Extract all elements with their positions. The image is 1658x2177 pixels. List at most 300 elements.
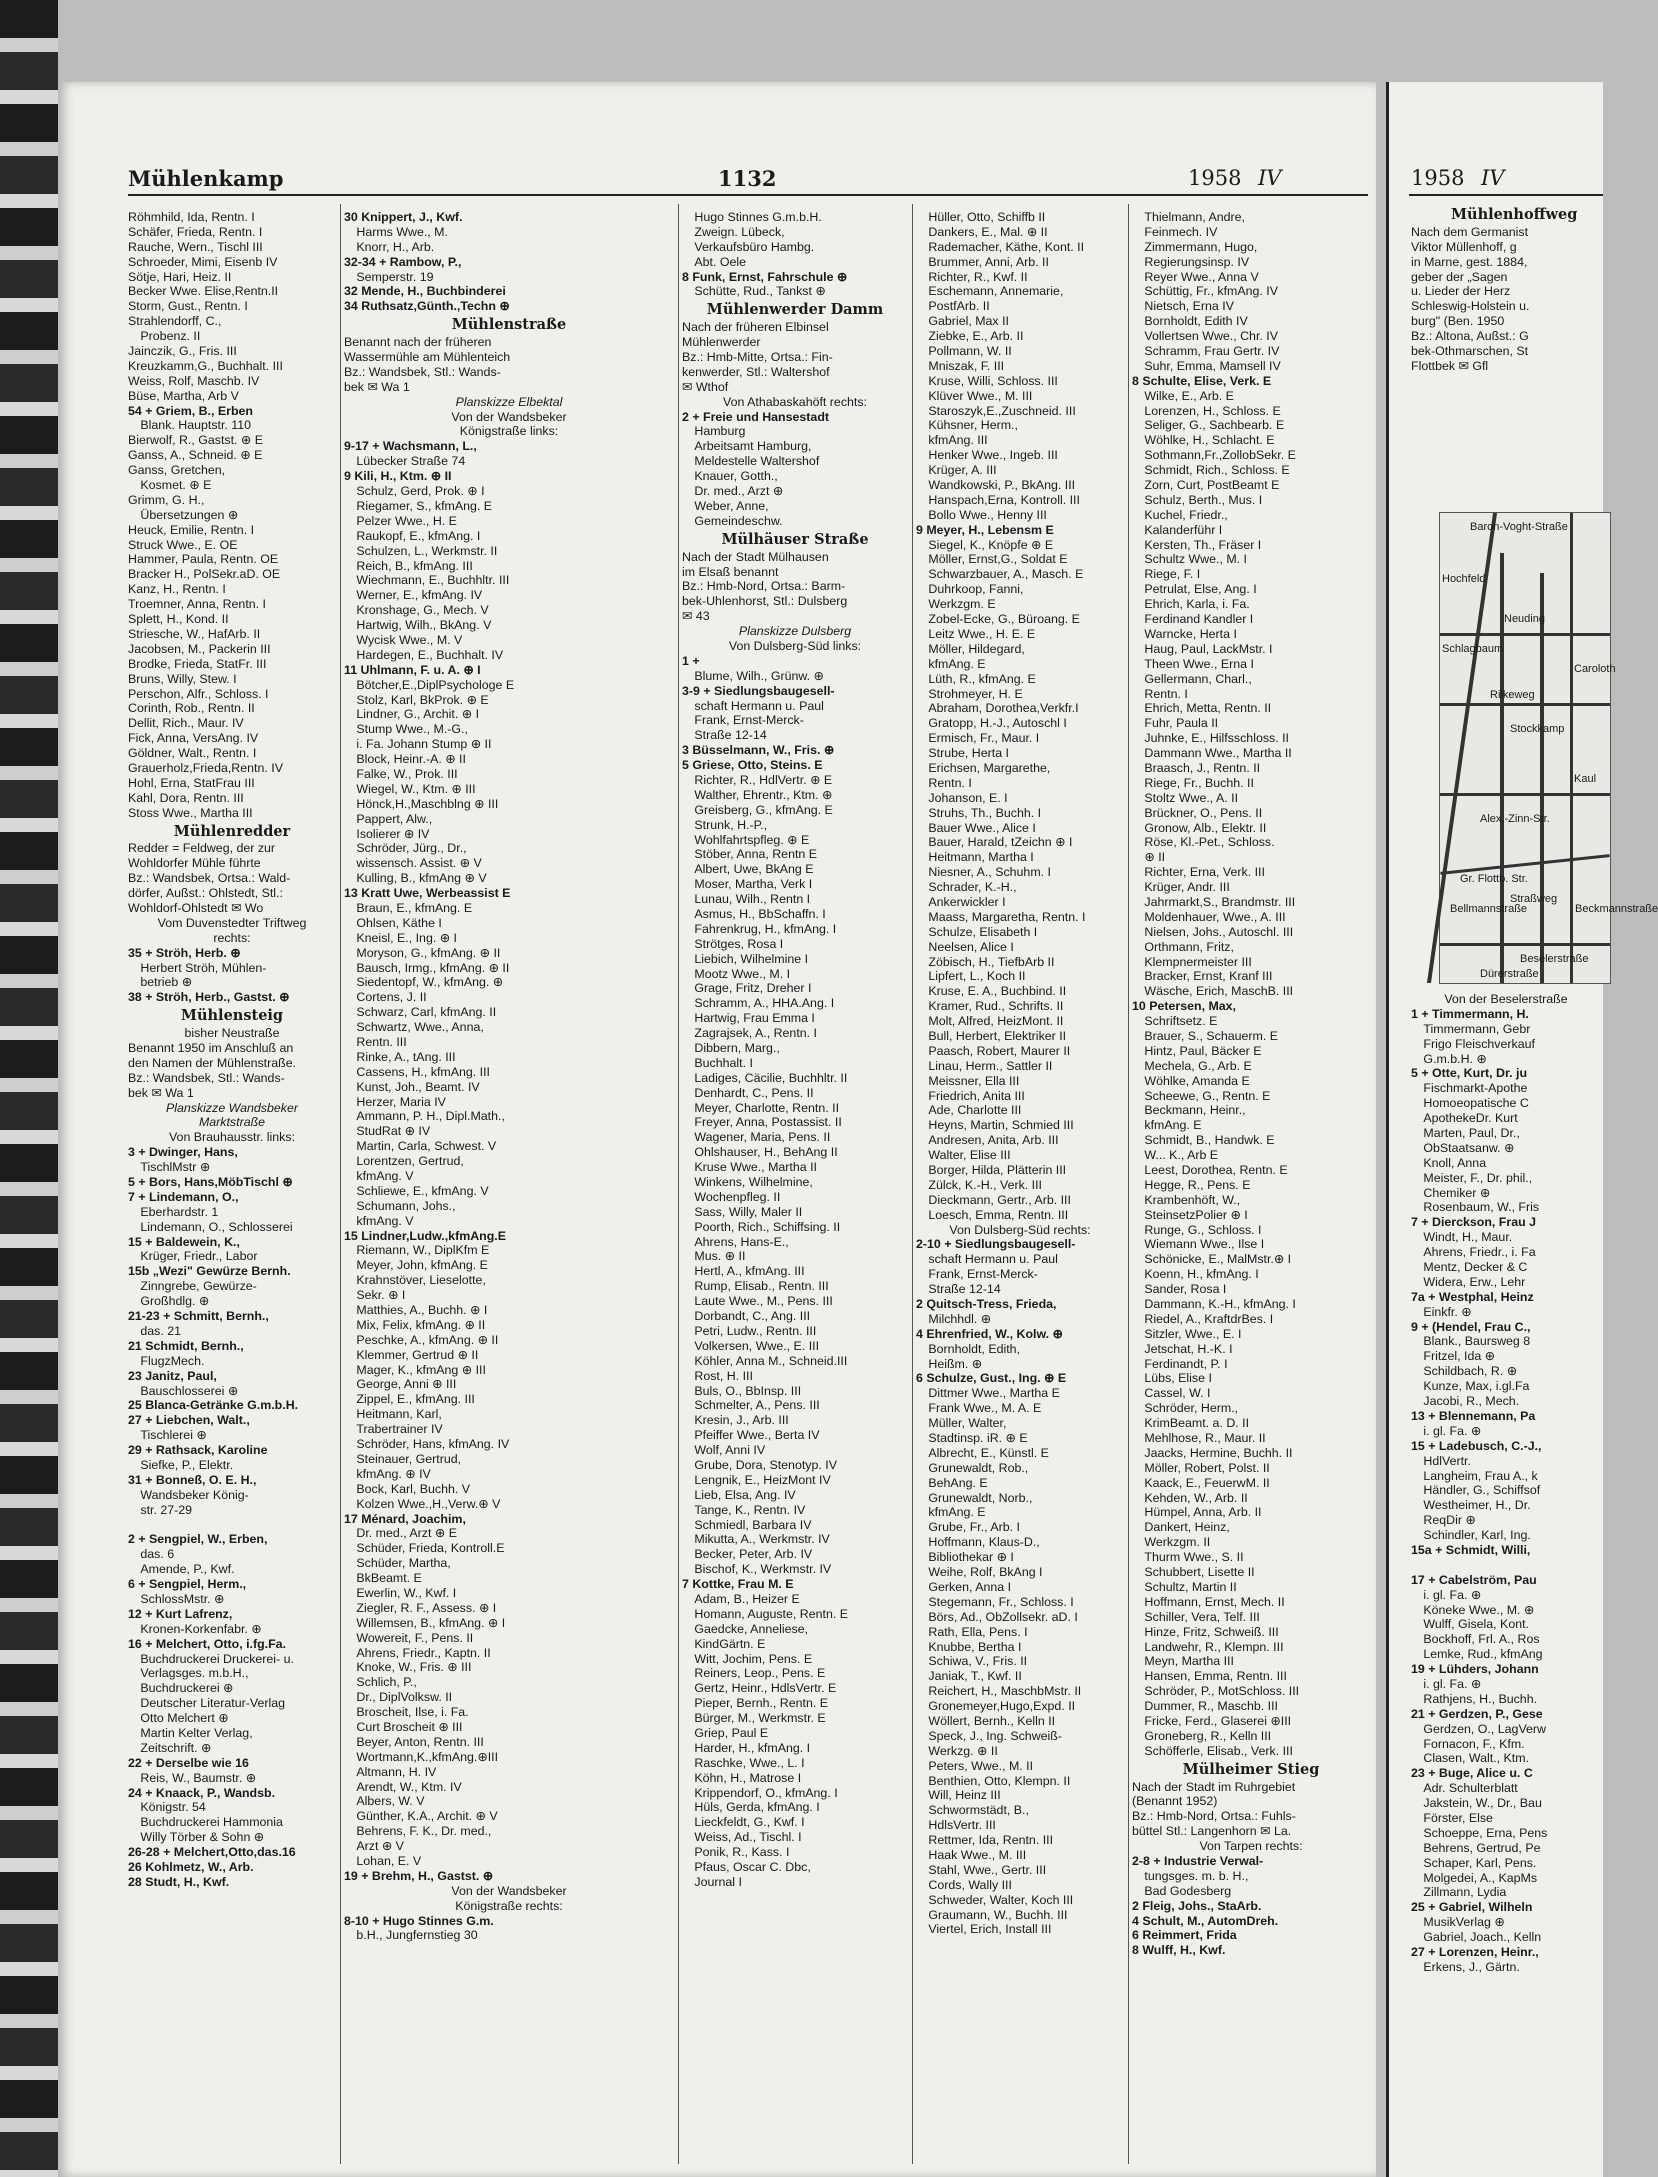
directory-entry: Lipfert, L., Koch II [916,969,1026,984]
directory-entry: Groneberg, R., Kelln III [1132,1728,1272,1743]
directory-entry: KrimBeamt. a. D. II [1132,1416,1250,1431]
street-heading: Mühlenstraße [451,316,567,334]
directory-entry: 3-9 + Siedlungsbaugesell- [682,683,835,698]
directory-entry: Petrulat, Else, Ang. I [1132,582,1257,597]
directory-entry: Wochenpfleg. II [682,1189,781,1204]
right-page [1386,82,1658,2177]
directory-entry: Sitzler, Wwe., E. I [1132,1326,1242,1341]
directory-entry: Buchdruckerei ⊕ [128,1681,234,1696]
directory-entry: Möller, Robert, Polst. II [1132,1460,1270,1475]
directory-entry: 25 + Gabriel, Wilheln [1411,1900,1533,1915]
directory-entry: Schüder, Martha, [344,1556,451,1571]
directory-entry [128,1518,336,1533]
directory-entry: Griep, Paul E [682,1725,769,1740]
directory-entry: Schramm, Frau Gertr. IV [1132,344,1280,359]
directory-entry: Jahrmarkt,S., Brandmstr. III [1132,894,1296,909]
directory-entry: Kuchel, Friedr., [1132,507,1228,522]
directory-entry: Molt, Alfred, HeizMont. II [916,1014,1064,1029]
directory-entry: Andresen, Anita, Arb. III [916,1133,1059,1148]
directory-entry: 32 Mende, H., Buchbinderei [344,284,506,299]
directory-entry: Harms Wwe., M. [344,224,448,239]
directory-entry: Trabertrainer IV [344,1422,443,1437]
directory-entry: Brodke, Frieda, StatFr. III [128,656,267,671]
section-note: Von Athabaskahöft rechts: [723,394,867,409]
directory-entry: Wagener, Maria, Pens. II [682,1130,831,1145]
directory-entry: KindGärtn. E [682,1636,766,1651]
directory-entry: Schultz Wwe., M. I [1132,552,1247,567]
column-divider [678,204,679,2164]
directory-entry: Kühsner, Herm., [916,418,1018,433]
directory-entry: Nielsen, Johs., Autoschl. III [1132,924,1294,939]
directory-entry: kfmAng. V [344,1169,414,1184]
directory-entry: Wohldorfer Mühle führte [128,856,261,871]
directory-entry: 8-10 + Hugo Stinnes G.m. [344,1913,494,1928]
directory-entry: Herbert Ströh, Mühlen- [128,960,267,975]
directory-entry: Struhs, Th., Buchh. I [916,805,1042,820]
directory-entry: Schöfferle, Elisab., Verk. III [1132,1743,1293,1758]
directory-entry: 2-10 + Siedlungsbaugesell- [916,1237,1076,1252]
directory-entry: Schröder, Jürg., Dr., [344,841,467,856]
directory-entry: Ermisch, Fr., Maur. I [916,731,1040,746]
directory-entry: Henker Wwe., Ingeb. III [916,448,1058,463]
directory-entry: Bz.: Wandsbek, Ortsa.: Wald- [128,871,291,886]
directory-entry: Bauschlosserei ⊕ [128,1383,239,1398]
directory-entry: Hansen, Emma, Rentn. III [1132,1669,1287,1684]
directory-entry: Bötcher,E.,DiplPsychologe E [344,677,515,692]
section-note: Von Brauhausstr. links: [168,1130,296,1145]
directory-entry: Hertl, A., kfmAng. III [682,1264,805,1279]
street-heading: Mülhäuser Straße [721,530,869,548]
directory-entry: Wiechmann, E., Buchhltr. III [344,573,510,588]
directory-entry: Kersten, Th., Fräser I [1132,537,1262,552]
directory-entry: 7 + Dierckson, Frau J [1411,1215,1536,1230]
directory-entry: Schröder, Hans, kfmAng. IV [344,1437,510,1452]
directory-entry: das. 6 [128,1547,175,1562]
directory-entry: schaft Hermann u. Paul [682,698,824,713]
directory-entry: Willy Törber & Sohn ⊕ [128,1830,265,1845]
directory-entry: Kruse, E. A., Buchbind. II [916,984,1067,999]
directory-entry: StudRat ⊕ IV [344,1124,431,1139]
directory-entry: Dankers, E., Mal. ⊕ II [916,224,1048,239]
directory-entry: Möller, Hildegard, [916,641,1025,656]
directory-entry: 4 Schult, M., AutomDreh. [1132,1913,1279,1928]
directory-entry: Wortmann,K.,kfmAng.⊕III [344,1749,499,1764]
directory-entry: Hegge, R., Pens. E [1132,1177,1251,1192]
directory-entry: Mniszak, F. III [916,358,1005,373]
directory-entry: Braun, E., kfmAng. E [344,900,473,915]
directory-entry: Arbeitsamt Hamburg, [682,439,812,454]
directory-entry: Becker Wwe. Elise,Rentn.II [128,284,279,299]
directory-entry: 21 Schmidt, Bernh., [128,1338,244,1353]
section-note: Von Dulsberg-Süd links: [728,638,862,653]
directory-entry: Milchhdl. ⊕ [916,1311,992,1326]
directory-entry: Jacobsen, M., Packerin III [128,641,271,656]
directory-entry: Wöhlke, Amanda E [1132,1073,1250,1088]
directory-entry: Meyer, Charlotte, Rentn. II [682,1100,840,1115]
directory-entry: Vollertsen Wwe., Chr. IV [1132,329,1278,344]
section-note: Vom Duvenstedter Triftweg [157,915,307,930]
directory-entry: Kneisl, E., Ing. ⊕ I [344,930,457,945]
directory-entry: Wolf, Anni IV [682,1443,766,1458]
directory-entry: Chemiker ⊕ [1411,1185,1491,1200]
directory-entry: Juhnke, E., Hilfsschloss. II [1132,731,1290,746]
directory-entry: 9 Meyer, H., Lebensm E [916,522,1054,537]
directory-entry: Benannt nach der früheren [344,335,492,350]
directory-entry: 15 + Baldewein, K., [128,1234,240,1249]
directory-entry: kfmAng. E [916,656,986,671]
directory-entry: Knorr, H., Arb. [344,239,435,254]
directory-entry: Verkaufsbüro Hambg. [682,239,815,254]
directory-entry: Strahlendorff, C., [128,314,222,329]
directory-entry: Richter, Erna, Verk. III [1132,865,1265,880]
directory-entry: Knoke, W., Fris. ⊕ III [344,1660,472,1675]
directory-entry: Bz.: Hmb-Mitte, Ortsa.: Fin- [682,350,833,365]
directory-entry: PostfArb. II [916,299,990,314]
directory-entry: Hoffmann, Klaus-D., [916,1535,1040,1550]
directory-entry: Behrens, Gertrud, Pe [1411,1840,1541,1855]
directory-entry: bek ✉ Wa 1 [344,379,410,394]
directory-entry: Ammann, P. H., Dipl.Math., [344,1109,505,1124]
directory-entry: Stolz, Karl, BkProk. ⊕ E [344,692,489,707]
directory-entry: Kruse, Willi, Schloss. III [916,373,1058,388]
directory-entry: Staroszyk,E.,Zuschneid. III [916,403,1076,418]
directory-entry: Dr. med., Arzt ⊕ E [344,1526,457,1541]
directory-entry: Ewerlin, W., Kwf. I [344,1585,457,1600]
directory-entry: 54 + Griem, B., Erben [128,403,253,418]
map-label: Beckmannstraße [1575,903,1658,915]
map-label: Baron-Voght-Straße [1470,521,1568,533]
directory-entry: den Namen der Mühlenstraße. [128,1055,297,1070]
directory-entry: Ohlsen, Käthe I [344,915,442,930]
directory-entry: 15a + Schmidt, Willi, [1411,1542,1531,1557]
right-intro [1411,204,1601,374]
directory-entry: Molgedei, A., KapMs [1411,1870,1538,1885]
directory-entry: Otto Melchert ⊕ [128,1711,229,1726]
directory-entry: Grage, Fritz, Dreher I [682,981,812,996]
directory-entry: TischlMstr ⊕ [128,1160,211,1175]
directory-entry: Hinze, Fritz, Schweiß. III [1132,1624,1279,1639]
directory-entry: Raschke, Wwe., L. I [682,1755,805,1770]
directory-entry: Richter, R., Kwf. II [916,269,1028,284]
directory-entry: ✉ 43 [682,609,710,624]
directory-entry: G.m.b.H. ⊕ [1411,1051,1487,1066]
directory-entry: Witt, Jochim, Pens. E [682,1651,813,1666]
directory-entry: Frigo Fleischverkauf [1411,1036,1535,1051]
directory-entry: 13 + Blennemann, Pa [1411,1408,1536,1423]
page-number: 1132 [718,166,777,191]
directory-entry: Altmann, H. IV [344,1764,437,1779]
directory-entry: Fritzel, Ida ⊕ [1411,1349,1496,1364]
directory-entry: u. Lieder der Herz [1411,284,1511,299]
directory-entry: Landwehr, R., Klempn. III [1132,1639,1284,1654]
directory-entry: Schüttig, Fr., kfmAng. IV [1132,284,1278,299]
directory-entry: Rosenbaum, W., Fris [1411,1200,1540,1215]
directory-entry: Frank Wwe., M. A. E [916,1401,1042,1416]
column-4 [916,210,1124,1937]
directory-entry: Hüller, Otto, Schiffb II [916,210,1046,224]
map-label: Rilkeweg [1490,689,1535,701]
directory-entry: Walther, Ehrentr., Ktm. ⊕ [682,787,833,802]
directory-entry: Schriftsetz. E [1132,1014,1218,1029]
directory-entry: Tange, K., Rentn. IV [682,1502,806,1517]
directory-entry: Bauer, Harald, tZeichn ⊕ I [916,835,1073,850]
directory-entry: 23 + Buge, Alice u. C [1411,1766,1533,1781]
directory-entry: Gabriel, Max II [916,314,1009,329]
directory-entry: kfmAng. ⊕ IV [344,1466,431,1481]
directory-entry: Schmidt, B., Handwk. E [1132,1133,1275,1148]
directory-entry: Splett, H., Kond. II [128,612,229,627]
directory-entry: Strube, Herta I [916,746,1009,761]
directory-entry: Homann, Auguste, Rentn. E [682,1606,848,1621]
directory-entry: Bürger, M., Werkmstr. E [682,1711,826,1726]
directory-entry: Eschemann, Annemarie, [916,284,1064,299]
map-road [1440,854,1609,875]
map-label: Straßweg [1510,893,1558,905]
section-note: Königstraße rechts: [455,1898,563,1913]
directory-entry: Möller, Ernst,G., Soldat E [916,552,1068,567]
directory-entry: 32-34 + Rambow, P., [344,254,462,269]
directory-entry: Haug, Paul, LackMstr. I [1132,641,1273,656]
directory-entry: 10 Petersen, Max, [1132,999,1237,1014]
directory-entry: i. gl. Fa. ⊕ [1411,1423,1482,1438]
directory-entry: 15b „Wezi" Gewürze Bernh. [128,1264,291,1279]
directory-entry: Zillmann, Lydia [1411,1885,1507,1900]
directory-entry: Strohmeyer, H. E [916,686,1023,701]
directory-entry: Jainczik, G., Fris. III [128,344,237,359]
directory-entry: Harder, H., kfmAng. I [682,1740,811,1755]
right-header-rule [1409,194,1603,196]
directory-entry: Broscheit, Ilse, i. Fa. [344,1705,469,1720]
directory-entry: 1 + [682,653,700,668]
directory-entry: Wäsche, Erich, MaschB. III [1132,984,1294,999]
directory-entry: Martin Kelter Verlag, [128,1725,253,1740]
directory-entry: Blume, Wilh., Grünw. ⊕ [682,668,824,683]
directory-entry: Dr., DiplVolksw. II [344,1690,453,1705]
directory-entry: Langheim, Frau A., k [1411,1468,1538,1483]
directory-entry: Grunewaldt, Rob., [916,1460,1029,1475]
right-header-year: 1958 [1411,166,1465,190]
directory-entry: 25 Blanca-Getränke G.m.b.H. [128,1398,299,1413]
section-note: Königstraße links: [459,424,559,439]
directory-entry: Rauche, Wern., Tischl III [128,239,263,254]
directory-entry: Behrens, F. K., Dr. med., [344,1824,492,1839]
directory-entry: Paasch, Robert, Maurer II [916,1043,1071,1058]
directory-entry: Ganss, A., Schneid. ⊕ E [128,448,263,463]
directory-entry: Riege, F. I [1132,567,1201,582]
directory-entry: Brummer, Anni, Arb. II [916,254,1049,269]
directory-entry: 27 + Liebchen, Walt., [128,1413,250,1428]
directory-entry: Pfaus, Oscar C. Dbc, [682,1860,811,1874]
directory-entry: Lübs, Elise I [1132,1371,1212,1386]
directory-entry: Bz.: Wandsbek, Stl.: Wands- [128,1070,285,1085]
directory-entry: kfmAng. III [916,433,988,448]
directory-entry: Bracker, Ernst, Kranf III [1132,969,1273,984]
directory-entry: Bauer Wwe., Alice I [916,820,1036,835]
directory-entry: Hoffmann, Ernst, Mech. II [1132,1594,1285,1609]
header-volume: IV [1258,166,1282,190]
directory-entry: Schubbert, Lisette II [1132,1565,1255,1580]
directory-entry: Müller, Walter, [916,1416,1007,1431]
directory-entry: 3 Büsselmann, W., Fris. ⊕ [682,743,835,758]
directory-entry: Thurm Wwe., S. II [1132,1550,1244,1565]
directory-entry: Lindemann, O., Schlosserei [128,1219,293,1234]
column-1 [128,210,336,1890]
directory-entry: Klemmer, Gertrud ⊕ II [344,1347,479,1362]
directory-entry: Gaedcke, Anneliese, [682,1621,809,1636]
directory-entry: Ohlshauser, H., BehAng II [682,1145,838,1160]
directory-entry: Bracker H., PolSekr.aD. OE [128,567,281,582]
header-year: 1958 [1188,166,1242,190]
directory-entry: 4 Ehrenfried, W., Kolw. ⊕ [916,1326,1063,1341]
directory-entry: i. Fa. Johann Stump ⊕ II [344,737,492,752]
directory-entry: Köneke Wwe., M. ⊕ [1411,1602,1535,1617]
directory-entry: Heyns, Martin, Schmied III [916,1118,1074,1133]
directory-entry: Jacobi, R., Mech. [1411,1394,1520,1409]
directory-entry: Kresin, J., Arb. III [682,1413,789,1428]
directory-entry: Förster, Else [1411,1810,1493,1825]
directory-entry: Westheimer, H., Dr. [1411,1498,1531,1513]
directory-entry: BehAng. E [916,1475,988,1490]
directory-entry: 7 Kottke, Frau M. E [682,1577,794,1592]
map-label: Beselerstraße [1520,953,1589,965]
directory-entry: 5 + Bors, Hans,MöbTischl ⊕ [128,1175,293,1190]
directory-entry: Fahrenkrug, H., kfmAng. I [682,921,837,936]
section-note: Von Dulsberg-Süd rechts: [949,1222,1091,1237]
section-note: Von Tarpen rechts: [1199,1839,1303,1854]
plan-reference: Planskizze Elbektal [455,394,563,409]
directory-entry: Blank., Baursweg 8 [1411,1334,1531,1349]
directory-entry: Braasch, J., Rentn. II [1132,760,1261,775]
directory-entry: Einkfr. ⊕ [1411,1304,1472,1319]
directory-entry: Zöbisch, H., TiefbArb II [916,954,1055,969]
directory-entry: Wulff, Gisela, Kont. [1411,1617,1529,1632]
directory-entry: Straße 12-14 [916,1282,1001,1297]
map-label: Schlagbaum [1442,643,1504,655]
book-spine [0,0,58,2177]
directory-entry: Suhr, Emma, Mamsell IV [1132,358,1281,373]
directory-entry: Orthmann, Fritz, [1132,939,1234,954]
directory-entry: tungsges. m. b. H., [1132,1868,1249,1883]
directory-entry: Meister, F., Dr. phil., [1411,1170,1533,1185]
directory-entry: Gabriel, Joach., Kelln [1411,1930,1542,1945]
directory-entry: 19 + Brehm, H., Gastst. ⊕ [344,1868,494,1883]
directory-entry: bek ✉ Wa 1 [128,1085,194,1100]
directory-entry: Marten, Paul, Dr., [1411,1126,1520,1141]
directory-entry: Mühlenwerder [682,335,761,350]
directory-entry: Albert, Uwe, BkAng E [682,862,814,877]
directory-entry: Stegemann, Fr., Schloss. I [916,1594,1074,1609]
column-divider [340,204,341,2164]
directory-entry: 30 Knippert, J., Kwf. [344,210,463,224]
directory-entry: Cords, Wally III [916,1877,1012,1892]
directory-entry: Buls, O., BbInsp. III [682,1383,802,1398]
directory-entry: Fornacon, F., Kfm. [1411,1736,1525,1751]
directory-entry: Klüver Wwe., M. III [916,388,1033,403]
directory-entry: Krahnstöver, Lieselotte, [344,1273,486,1288]
directory-entry: Leitz Wwe., H. E. E [916,626,1036,641]
directory-entry: Benthien, Otto, Klempn. II [916,1773,1071,1788]
directory-entry: Wöllert, Bernh., Kelln II [916,1713,1056,1728]
street-heading: Mühlenhoffweg [1451,206,1578,223]
directory-entry: Gronemeyer,Hugo,Expd. II [916,1699,1076,1714]
directory-entry: Speck, J., Ing. Schweiß- [916,1728,1062,1743]
directory-entry: Mix, Felix, kfmAng. ⊕ II [344,1317,486,1332]
directory-entry: Arendt, W., Ktm. IV [344,1779,462,1794]
directory-entry: Martin, Carla, Schwest. V [344,1139,497,1154]
directory-entry: 26 Kohlmetz, W., Arb. [128,1860,254,1874]
directory-entry: Abt. Oele [682,254,747,269]
directory-entry: Kunst, Joh., Beamt. IV [344,1079,480,1094]
directory-entry: Heuck, Emilie, Rentn. I [128,522,255,537]
directory-entry: Köhler, Anna M., Schneid.III [682,1353,848,1368]
directory-entry: Gellermann, Charl., [1132,671,1252,686]
directory-entry: Jaacks, Hermine, Buchh. II [1132,1445,1293,1460]
directory-entry: Seliger, G., Sachbearb. E [1132,418,1285,433]
directory-entry: Curt Broscheit ⊕ III [344,1719,463,1734]
directory-entry: Schütte, Rud., Tankst ⊕ [682,284,826,299]
directory-entry: Schildbach, R. ⊕ [1411,1364,1518,1379]
map-label: Bellmannstraße [1450,903,1528,915]
directory-entry: Riedel, A., KraftdrBes. I [1132,1311,1274,1326]
directory-entry: Tischlerei ⊕ [128,1428,207,1443]
directory-entry: 8 Funk, Ernst, Fahrschule ⊕ [682,269,848,284]
directory-entry: Thielmann, Andre, [1132,210,1245,224]
directory-entry: Kaack, E., FeuerwM. II [1132,1475,1270,1490]
directory-entry: Schröder, Herm., [1132,1401,1239,1416]
directory-entry: schaft Hermann u. Paul [916,1252,1058,1267]
directory-entry: Erkens, J., Gärtn. [1411,1959,1520,1974]
directory-entry: Kolzen Wwe.,H.,Verw.⊕ V [344,1496,501,1511]
directory-entry: Riegamer, S., kfmAng. E [344,498,493,513]
directory-entry: Hönck,H.,Maschblng ⊕ III [344,796,499,811]
directory-entry: Ahrens, Friedr., i. Fa [1411,1245,1536,1260]
directory-entry: Bz.: Hmb-Nord, Ortsa.: Barm- [682,579,846,594]
directory-entry: Fick, Anna, VersAng. IV [128,731,259,746]
directory-entry: Bz.: Hmb-Nord, Ortsa.: Fuhls- [1132,1809,1296,1824]
directory-entry: Knoll, Anna [1411,1155,1487,1170]
directory-entry: Bruns, Willy, Stew. I [128,671,237,686]
directory-entry: Mootz Wwe., M. I [682,966,791,981]
directory-entry: Werner, E., kfmAng. IV [344,588,483,603]
directory-entry: Lohan, E. V [344,1853,422,1868]
directory-entry: Klempnermeister III [1132,954,1252,969]
directory-entry: Schwormstädt, B., [916,1803,1029,1818]
directory-entry: Grimm, G. H., [128,492,205,507]
directory-entry: Ahrens, Hans-E., [682,1234,789,1249]
directory-entry: 2 Quitsch-Tress, Frieda, [916,1297,1057,1312]
directory-entry: bek-Othmarschen, St [1411,344,1529,359]
directory-entry: Wycisk Wwe., M. V [344,632,463,647]
directory-entry: 26-28 + Melchert,Otto,das.16 [128,1845,296,1860]
directory-entry: Graumann, W., Buchh. III [916,1907,1068,1922]
directory-entry: Stoltz Wwe., A. II [1132,790,1239,805]
directory-entry: Weiss, Rolf, Maschb. IV [128,373,260,388]
directory-entry: Flottbek ✉ Gfl [1411,358,1489,373]
directory-entry: Rettmer, Ida, Rentn. III [916,1833,1054,1848]
directory-entry: Rentn. III [344,1035,407,1049]
map-road [1440,703,1610,706]
directory-entry: Gerdzen, O., LagVerw [1411,1721,1546,1736]
directory-entry: Schwarz, Carl, kfmAng. II [344,1005,497,1020]
directory-entry: kfmAng. E [1132,1118,1202,1133]
directory-entry: Sekr. ⊕ I [344,1288,406,1303]
directory-entry: Weihe, Rolf, BkAng I [916,1565,1043,1580]
directory-entry: 11 Uhlmann, F. u. A. ⊕ I [344,662,481,677]
directory-entry: (Benannt 1952) [1132,1794,1218,1809]
directory-entry: Friedrich, Anita III [916,1088,1025,1103]
directory-entry: Probenz. II [128,329,201,344]
directory-entry: Will, Heinz III [916,1788,1001,1803]
